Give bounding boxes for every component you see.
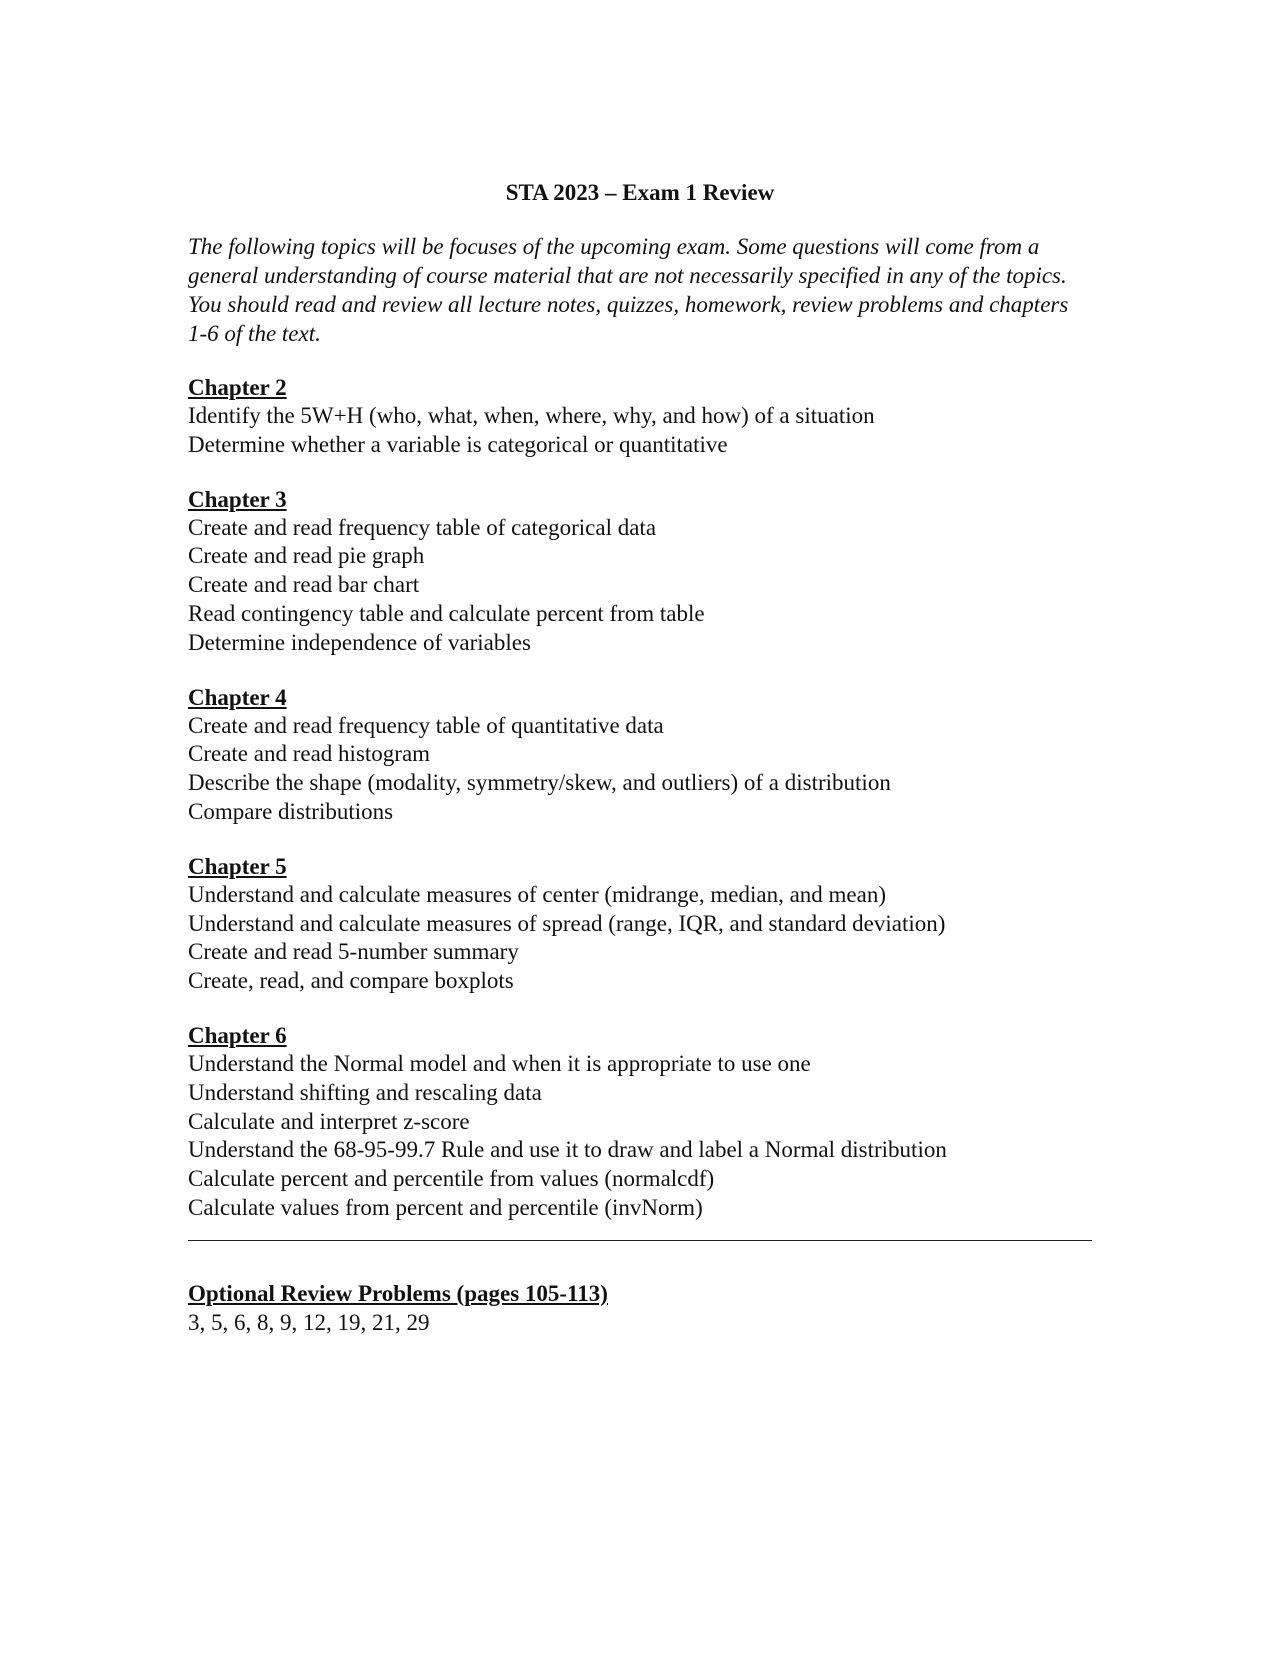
section-optional-review-problems xyxy=(188,1279,1092,1337)
section-heading: Chapter 5 xyxy=(188,853,287,879)
topic-item: Understand the 68-95-99.7 Rule and use it to draw and label a Normal distribution xyxy=(188,1137,947,1163)
horizontal-divider xyxy=(188,1240,1092,1241)
topic-item: Calculate percent and percentile from values (normalcdf) xyxy=(188,1166,715,1192)
problem-number-list: 3, 5, 6, 8, 9, 12, 19, 21, 29 xyxy=(188,1309,430,1335)
topic-item: Determine independence of variables xyxy=(188,629,531,655)
topic-item: Understand and calculate measures of spread (range, IQR, and standard deviation) xyxy=(188,910,946,936)
topic-item: Identify the 5W+H (who, what, when, where, why, and how) of a situation xyxy=(188,403,875,428)
section-heading: Chapter 2 xyxy=(188,375,287,400)
section-chapter-2 xyxy=(188,373,1092,460)
section-chapter-3 xyxy=(188,485,1092,658)
topic-item: Compare distributions xyxy=(188,798,394,824)
topic-item: Create and read histogram xyxy=(188,741,431,767)
topic-item: Create and read bar chart xyxy=(188,572,420,598)
section-chapter-6 xyxy=(188,1021,1092,1223)
topic-item: Understand the Normal model and when it is appropriate to use one xyxy=(188,1050,811,1076)
topic-item: Create and read pie graph xyxy=(188,543,425,569)
section-heading: Chapter 4 xyxy=(188,684,287,710)
section-chapter-5 xyxy=(188,852,1092,996)
page-title: STA 2023 – Exam 1 Review xyxy=(505,180,775,205)
topic-item: Understand and calculate measures of center (midrange, median, and mean) xyxy=(188,881,886,907)
section-heading: Chapter 6 xyxy=(188,1022,287,1048)
topic-item: Calculate and interpret z-score xyxy=(188,1108,470,1134)
topic-item: Create and read frequency table of categorical data xyxy=(188,514,657,540)
section-chapter-4 xyxy=(188,683,1092,827)
topic-item: Determine whether a variable is categorical or quantitative xyxy=(188,431,728,457)
topic-item: Understand shifting and rescaling data xyxy=(188,1079,542,1105)
topic-item: Calculate values from percent and percentile (invNorm) xyxy=(188,1194,703,1220)
section-heading: Chapter 3 xyxy=(188,486,287,512)
topic-item: Describe the shape (modality, symmetry/skew, and outliers) of a distribution xyxy=(188,770,891,796)
section-heading: Optional Review Problems (pages 105-113) xyxy=(188,1280,608,1306)
topic-item: Create and read frequency table of quantitative data xyxy=(188,712,664,738)
topic-item: Create, read, and compare boxplots xyxy=(188,968,514,994)
topic-item: Create and read 5-number summary xyxy=(188,939,519,965)
topic-item: Read contingency table and calculate percent from table xyxy=(188,600,705,626)
intro-paragraph: The following topics will be focuses of the upcoming exam. Some questions will come from a general understanding of course material that are not necessarily specified in any of the topics. You should read and review all lecture notes, quizzes, homework, review problems and chapters 1-6 of the text. xyxy=(188,234,1069,346)
document-page xyxy=(188,178,1092,1362)
